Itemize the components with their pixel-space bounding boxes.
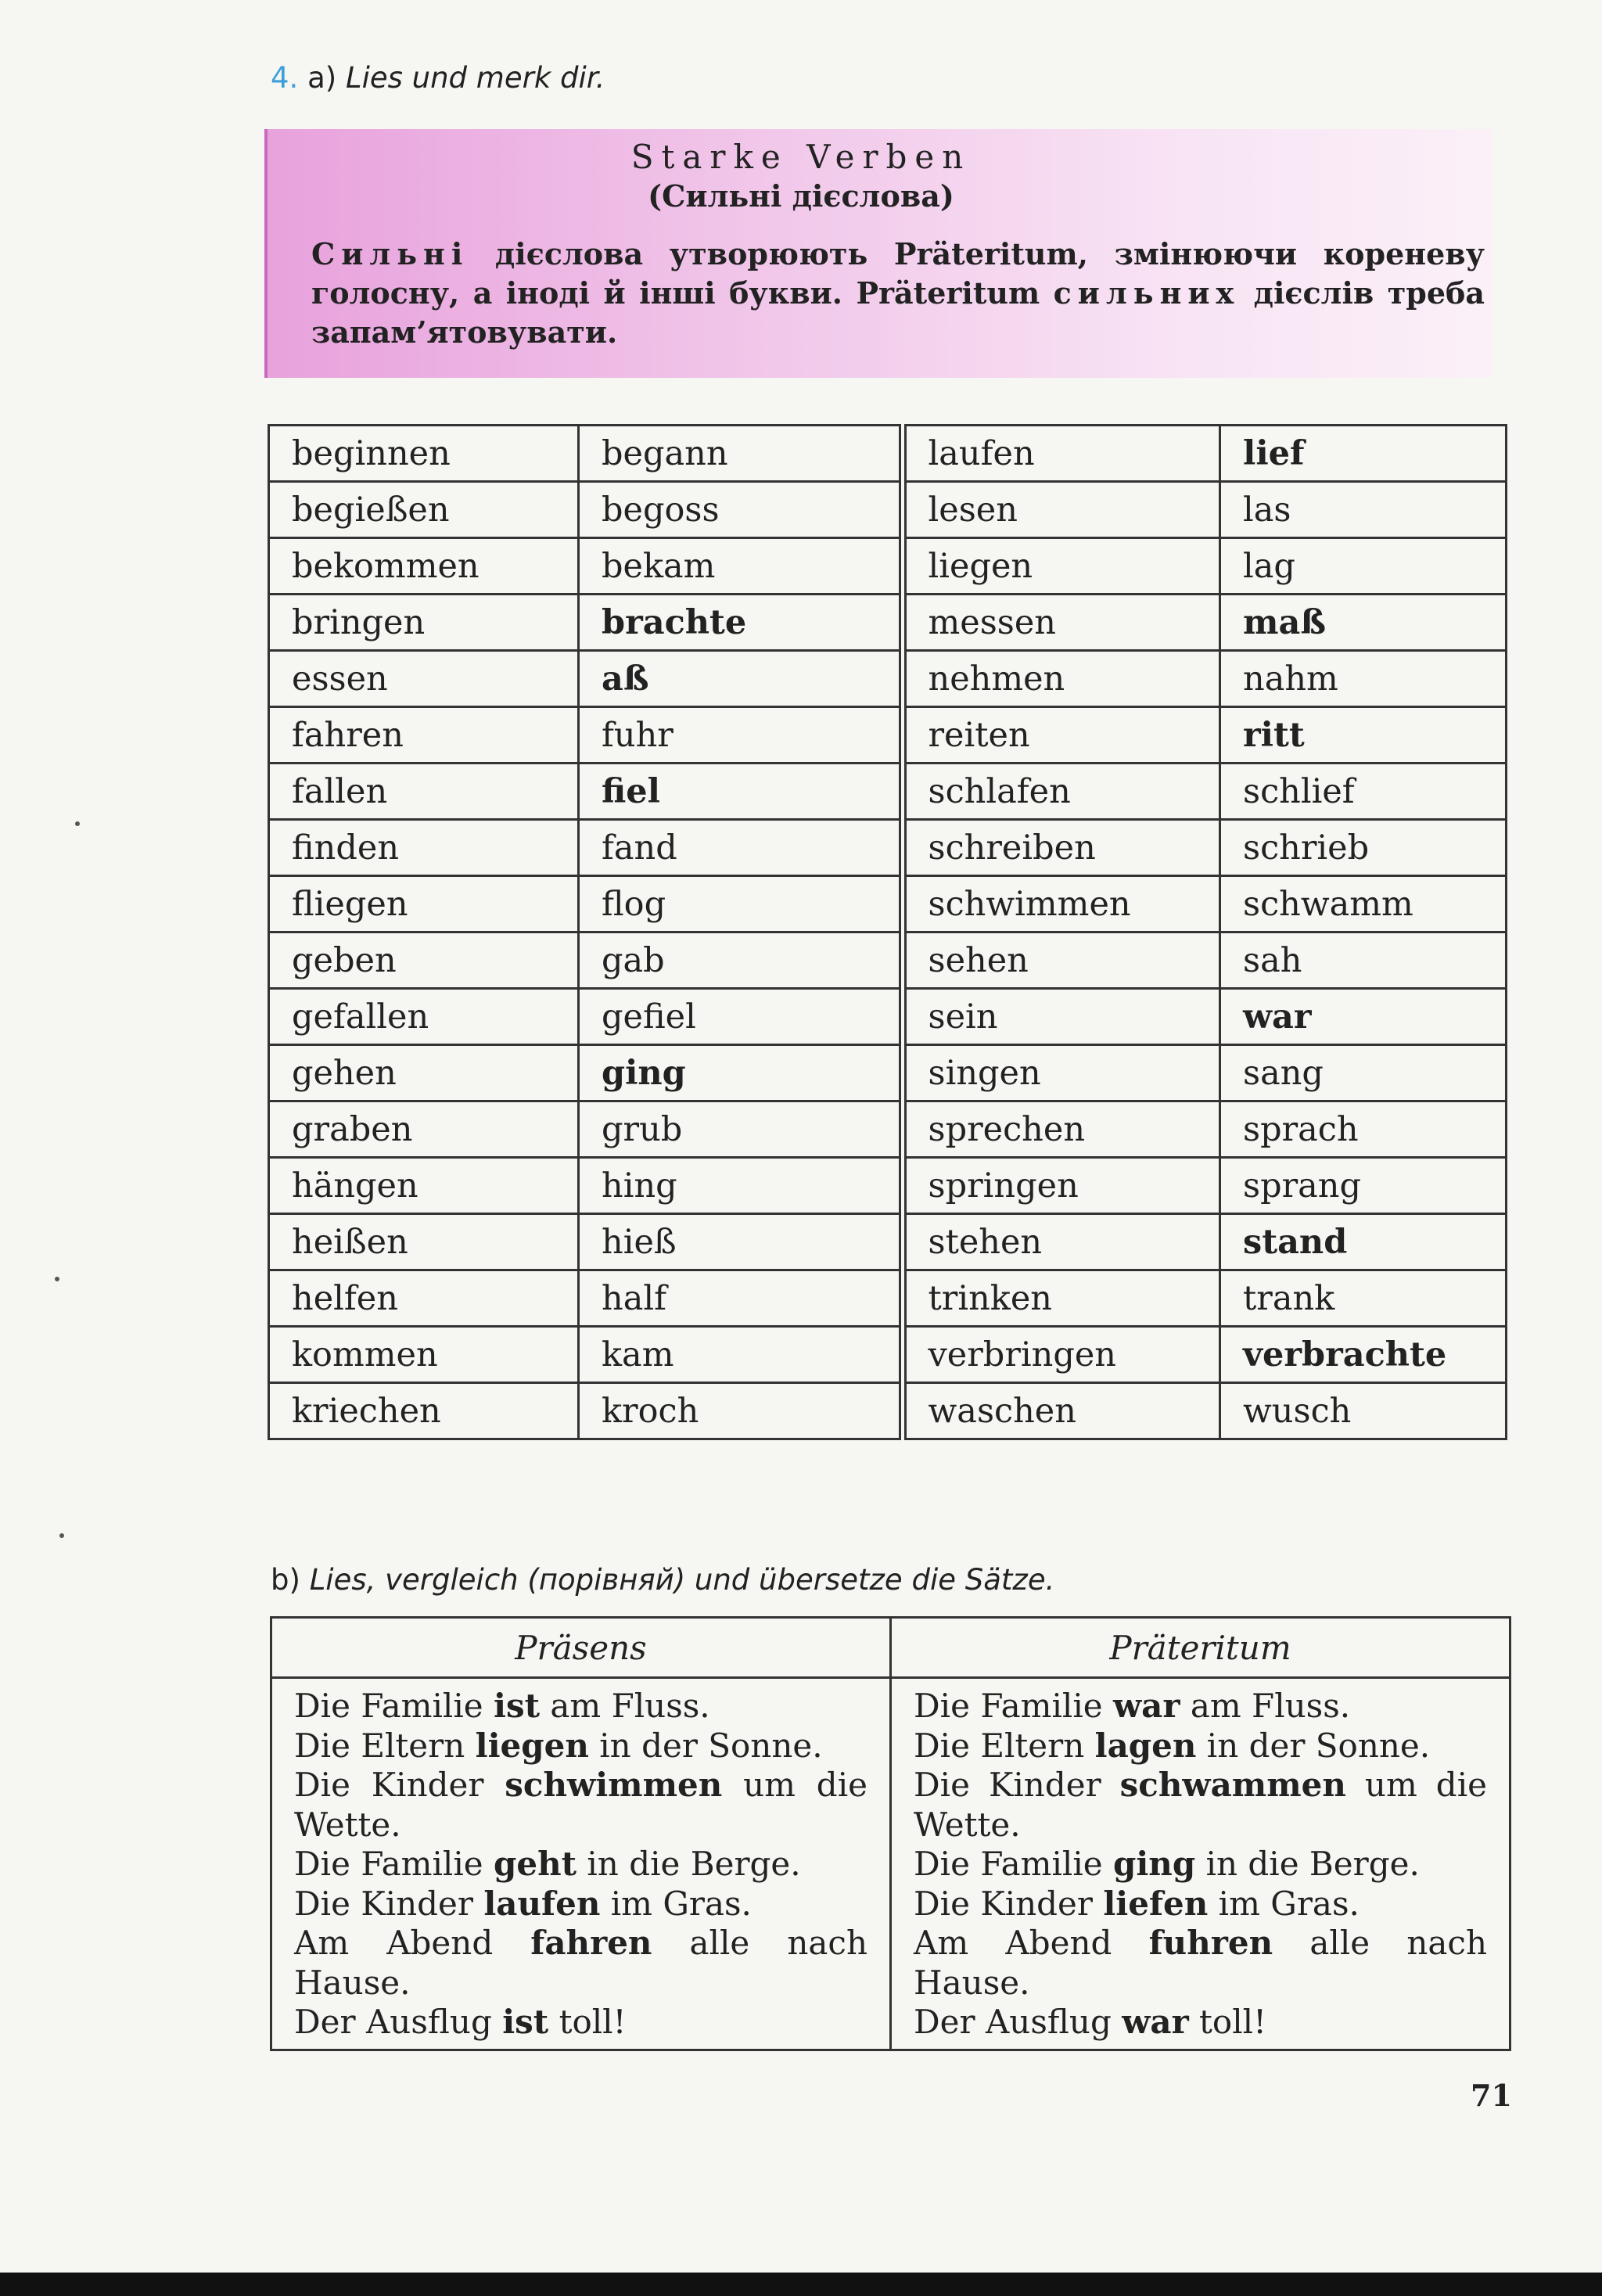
verb-row: [269, 651, 1507, 707]
infinitive-cell: fliegen: [269, 876, 579, 932]
infinitive-cell: schreiben: [903, 820, 1220, 876]
sentence-end: in die Berge.: [577, 1845, 801, 1883]
sentence: [294, 1845, 867, 1885]
sentence-start: Der Ausflug: [294, 2003, 503, 2041]
verb-row: [269, 1383, 1507, 1439]
infinitive-cell: geben: [269, 932, 579, 989]
sentence-start: Am Abend: [914, 1924, 1149, 1962]
exercise-heading-b: [271, 1563, 1054, 1597]
praeteritum-cell: trank: [1220, 1270, 1507, 1327]
sentence-end: im Gras.: [600, 1884, 752, 1923]
sentence-verb: liefen: [1103, 1884, 1209, 1923]
sentence: [294, 1687, 867, 1726]
verb-row: [269, 1270, 1507, 1327]
infinitive-cell: essen: [269, 651, 579, 707]
infinitive-cell: kriechen: [269, 1383, 579, 1439]
sentence: [294, 1726, 867, 1766]
infinitive-cell: laufen: [903, 426, 1220, 482]
sentence-verb: liegen: [475, 1726, 589, 1765]
bottom-border: [0, 2273, 1602, 2296]
infinitive-cell: liegen: [903, 538, 1220, 595]
infinitive-cell: messen: [903, 595, 1220, 651]
praeteritum-cell: verbrachte: [1220, 1327, 1507, 1383]
verb-row: [269, 707, 1507, 764]
rule-word-strong-gen: сильних: [1053, 275, 1241, 311]
praeteritum-cell: sang: [1220, 1045, 1507, 1101]
sentence-start: Die Familie: [914, 1845, 1113, 1883]
praeteritum-cell: kroch: [579, 1383, 903, 1439]
sentence-end: am Fluss.: [540, 1687, 710, 1725]
infinitive-cell: heißen: [269, 1214, 579, 1270]
verb-row: [269, 1327, 1507, 1383]
praeteritum-cell: half: [579, 1270, 903, 1327]
strong-verbs-table: [268, 424, 1507, 1440]
sentence-verb: schwammen: [1119, 1766, 1346, 1804]
infinitive-cell: gehen: [269, 1045, 579, 1101]
praeteritum-cell: sprach: [1220, 1101, 1507, 1158]
sentence-start: Die Kinder: [294, 1766, 505, 1804]
praeteritum-cell: ging: [579, 1045, 903, 1101]
sentence-verb: ist: [493, 1687, 540, 1725]
rule-text-part1: дієслова утворюють Präteritum, змінюючи кореневу голосну, а іноді й інші букви. Präteritum: [311, 236, 1485, 311]
sentence-start: Die Eltern: [914, 1726, 1095, 1765]
praeteritum-cell: begoss: [579, 482, 903, 538]
sentence: [294, 1766, 867, 1845]
praeteritum-cell: stand: [1220, 1214, 1507, 1270]
sentence-verb: war: [1122, 2003, 1189, 2041]
rule-text: [311, 235, 1485, 352]
infinitive-cell: kommen: [269, 1327, 579, 1383]
sentence-end: in der Sonne.: [588, 1726, 823, 1765]
rule-word-strong: Сильні: [311, 236, 469, 271]
verb-row: [269, 595, 1507, 651]
sentence: [914, 1885, 1487, 1924]
verb-row: [269, 426, 1507, 482]
sentence-end: um die Wette.: [294, 1766, 867, 1844]
praeteritum-cell: fuhr: [579, 707, 903, 764]
infinitive-cell: springen: [903, 1158, 1220, 1214]
sentence: [914, 1845, 1487, 1885]
sentence-start: Die Familie: [914, 1687, 1113, 1725]
sentence-verb: war: [1112, 1687, 1180, 1725]
exercise-number: 4.: [271, 61, 299, 95]
praeteritum-cell: brachte: [579, 595, 903, 651]
infinitive-cell: sein: [903, 989, 1220, 1045]
comparison-table: [270, 1616, 1511, 2051]
infinitive-cell: stehen: [903, 1214, 1220, 1270]
sentence-verb: ging: [1112, 1845, 1196, 1883]
page-number: 71: [1471, 2078, 1512, 2113]
praeteritum-cell: maß: [1220, 595, 1507, 651]
infinitive-cell: reiten: [903, 707, 1220, 764]
praeteritum-cell: war: [1220, 989, 1507, 1045]
header-praeteritum: Präteritum: [891, 1618, 1510, 1678]
infinitive-cell: sehen: [903, 932, 1220, 989]
praeteritum-cell: las: [1220, 482, 1507, 538]
verb-row: [269, 989, 1507, 1045]
infinitive-cell: verbringen: [903, 1327, 1220, 1383]
infinitive-cell: begießen: [269, 482, 579, 538]
infinitive-cell: beginnen: [269, 426, 579, 482]
praeteritum-cell: hieß: [579, 1214, 903, 1270]
infinitive-cell: hängen: [269, 1158, 579, 1214]
infinitive-cell: fahren: [269, 707, 579, 764]
sentence-end: im Gras.: [1208, 1884, 1360, 1923]
sentence-end: am Fluss.: [1180, 1687, 1351, 1725]
rule-subtitle: (Сильні дієслова): [648, 178, 954, 214]
sentence-start: Am Abend: [294, 1924, 531, 1962]
infinitive-cell: finden: [269, 820, 579, 876]
sentence-start: Die Kinder: [914, 1766, 1120, 1804]
verb-row: [269, 538, 1507, 595]
sentence-start: Die Familie: [294, 1845, 494, 1883]
praeteritum-cell: begann: [579, 426, 903, 482]
part-a-instruction: Lies und merk dir.: [345, 61, 605, 95]
sentence-verb: lagen: [1094, 1726, 1197, 1765]
praeteritum-cell: lag: [1220, 538, 1507, 595]
praeteritum-cell: schrieb: [1220, 820, 1507, 876]
sentence: [914, 1726, 1487, 1766]
infinitive-cell: graben: [269, 1101, 579, 1158]
infinitive-cell: nehmen: [903, 651, 1220, 707]
sentence-verb: geht: [493, 1845, 577, 1883]
verb-row: [269, 1101, 1507, 1158]
sentence-verb: laufen: [483, 1884, 601, 1923]
exercise-heading-a: [271, 61, 605, 95]
infinitive-cell: gefallen: [269, 989, 579, 1045]
sentence-start: Die Familie: [294, 1687, 494, 1725]
praeteritum-cell: schlief: [1220, 764, 1507, 820]
sentence: [294, 2003, 867, 2043]
infinitive-cell: singen: [903, 1045, 1220, 1101]
verb-row: [269, 482, 1507, 538]
infinitive-cell: lesen: [903, 482, 1220, 538]
praeteritum-cell: ritt: [1220, 707, 1507, 764]
sentence-end: alle nach Hause.: [294, 1924, 867, 2002]
sentence: [914, 1924, 1487, 2003]
praeteritum-cell: hing: [579, 1158, 903, 1214]
part-a-letter: a): [307, 61, 337, 95]
sentence: [294, 1885, 867, 1924]
praeteritum-cell: bekam: [579, 538, 903, 595]
praeteritum-cell: schwamm: [1220, 876, 1507, 932]
verb-row: [269, 1214, 1507, 1270]
praeteritum-cell: fiel: [579, 764, 903, 820]
praeteritum-cell: sprang: [1220, 1158, 1507, 1214]
praeteritum-cell: lief: [1220, 426, 1507, 482]
infinitive-cell: helfen: [269, 1270, 579, 1327]
sentence-end: toll!: [1188, 2003, 1266, 2041]
praeteritum-sentences: [891, 1678, 1510, 2050]
sentence-start: Der Ausflug: [914, 2003, 1122, 2041]
praeteritum-cell: gefiel: [579, 989, 903, 1045]
infinitive-cell: bringen: [269, 595, 579, 651]
sentence-verb: fahren: [530, 1924, 652, 1962]
sentence: [914, 2003, 1487, 2043]
praeteritum-cell: flog: [579, 876, 903, 932]
praeteritum-cell: gab: [579, 932, 903, 989]
sentence-end: um die Wette.: [914, 1766, 1487, 1844]
praeteritum-cell: wusch: [1220, 1383, 1507, 1439]
sentence: [914, 1687, 1487, 1726]
infinitive-cell: sprechen: [903, 1101, 1220, 1158]
verb-row: [269, 820, 1507, 876]
sentence-end: in die Berge.: [1195, 1845, 1420, 1883]
sentence-start: Die Eltern: [294, 1726, 476, 1765]
verb-row: [269, 1158, 1507, 1214]
infinitive-cell: schlafen: [903, 764, 1220, 820]
verb-row: [269, 932, 1507, 989]
rule-title: Starke Verben: [630, 138, 972, 176]
praeteritum-cell: aß: [579, 651, 903, 707]
infinitive-cell: fallen: [269, 764, 579, 820]
sentence-verb: fuhren: [1148, 1924, 1273, 1962]
part-b-instruction: Lies, vergleich (порівняй) und übersetze die Sätze.: [309, 1563, 1055, 1597]
praeteritum-cell: sah: [1220, 932, 1507, 989]
praesens-sentences: [271, 1678, 891, 2050]
part-b-letter: b): [271, 1563, 300, 1597]
praeteritum-cell: kam: [579, 1327, 903, 1383]
verb-row: [269, 876, 1507, 932]
praeteritum-cell: nahm: [1220, 651, 1507, 707]
rule-text-part2: дієслів треба запам’ятовувати.: [311, 275, 1485, 350]
infinitive-cell: waschen: [903, 1383, 1220, 1439]
infinitive-cell: schwimmen: [903, 876, 1220, 932]
sentence-end: toll!: [548, 2003, 627, 2041]
sentence-end: alle nach Hause.: [914, 1924, 1487, 2002]
infinitive-cell: trinken: [903, 1270, 1220, 1327]
sentence-end: in der Sonne.: [1196, 1726, 1431, 1765]
praeteritum-cell: grub: [579, 1101, 903, 1158]
header-praesens: Präsens: [271, 1618, 891, 1678]
verb-row: [269, 1045, 1507, 1101]
sentence: [914, 1766, 1487, 1845]
praeteritum-cell: fand: [579, 820, 903, 876]
sentence-verb: ist: [502, 2003, 549, 2041]
sentence-start: Die Kinder: [914, 1884, 1104, 1923]
sentence-start: Die Kinder: [294, 1884, 484, 1923]
infinitive-cell: bekommen: [269, 538, 579, 595]
sentence-verb: schwimmen: [505, 1766, 723, 1804]
verb-row: [269, 764, 1507, 820]
sentence: [294, 1924, 867, 2003]
